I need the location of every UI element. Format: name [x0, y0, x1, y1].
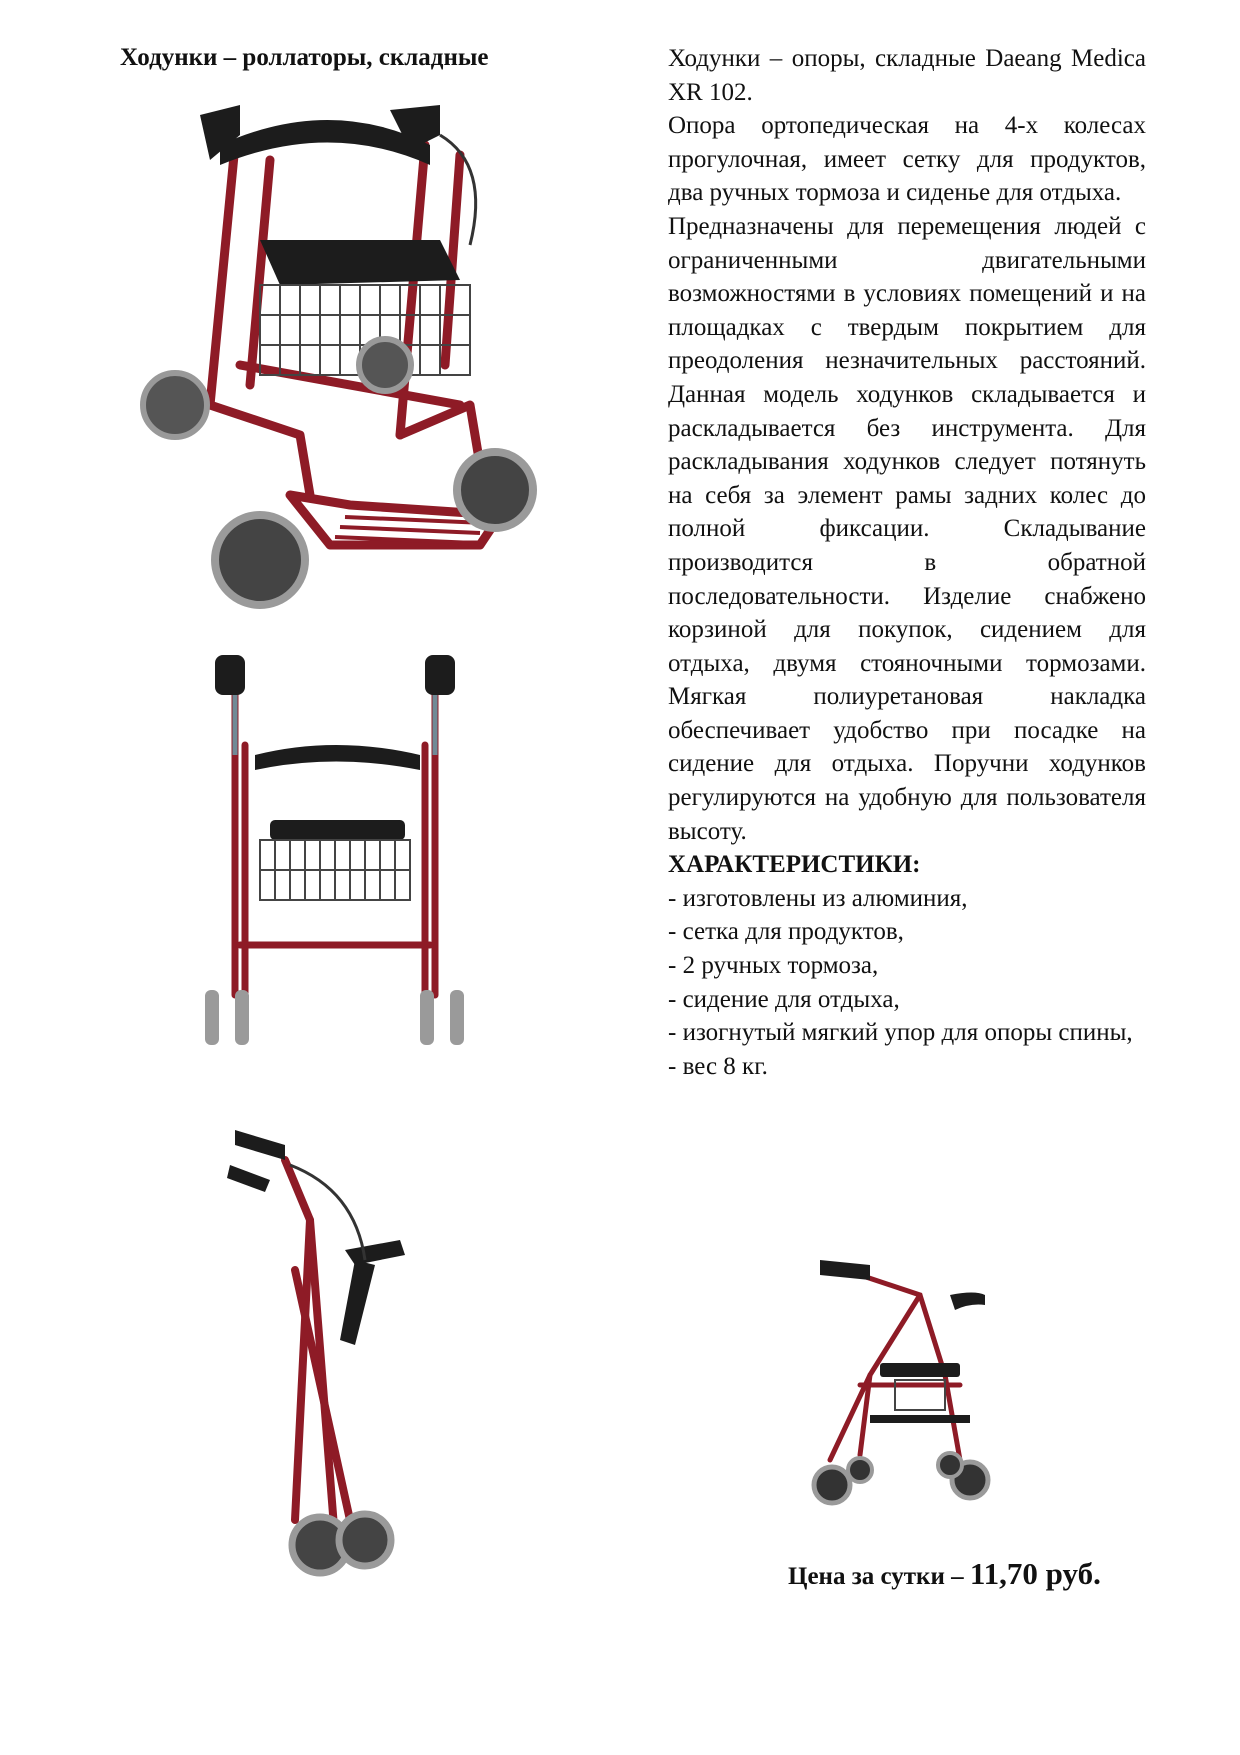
rollator-photo-side — [800, 1255, 1010, 1535]
description-paragraph-1: Опора ортопедическая на 4-х колесах прогулочная, имеет сетку для продуктов, два ручных тормоза и сиденье для отдыха. — [668, 112, 1146, 207]
description-paragraph-2: Предназначены для перемещения людей с ограниченными двигательными возможностями в условиях помещений и на площадках с твердым покрытием для преодоления незначительных расстояний. Данная модель ходунков складывается и раскладывается без инструмента. Для раскладывания ходунков следует потянуть на себя за элемент рамы задних колес до полной фиксации. Складывание производится в обратной последовательности. Изделие снабжено корзиной для покупок, сидением для отдыха, двумя стояночными тормозами. Мягкая полиуретановая накладка обеспечивает удобство при посадке на сидение для отдыха. Поручни ходунков регулируются на удобную для пользователя высоту. — [668, 212, 1146, 845]
price-value: 11,70 руб. — [969, 1556, 1101, 1591]
rollator-photo-folded — [215, 1120, 435, 1580]
page-title-left: Ходунки – роллаторы, складные — [120, 44, 489, 71]
rollator-photo-front — [195, 655, 475, 1060]
product-description — [668, 42, 1146, 1083]
characteristics-title: ХАРАКТЕРИСТИКИ: — [668, 851, 921, 879]
characteristics-list — [668, 882, 1146, 1084]
model-line: Ходунки – опоры, складные Daeang Medica XR 102. — [668, 45, 1146, 106]
list-item: - изготовлены из алюминия, — [668, 884, 968, 912]
list-item: - сетка для продуктов, — [668, 918, 904, 946]
list-item: - 2 ручных тормоза, — [668, 952, 879, 980]
list-item: - вес 8 кг. — [668, 1052, 768, 1080]
list-item: - изогнутый мягкий упор для опоры спины, — [668, 1019, 1133, 1047]
price-label: Цена за сутки – — [788, 1563, 970, 1590]
price-line — [788, 1556, 1101, 1592]
list-item: - сидение для отдыха, — [668, 985, 900, 1013]
rollator-photo-angled — [140, 105, 580, 610]
